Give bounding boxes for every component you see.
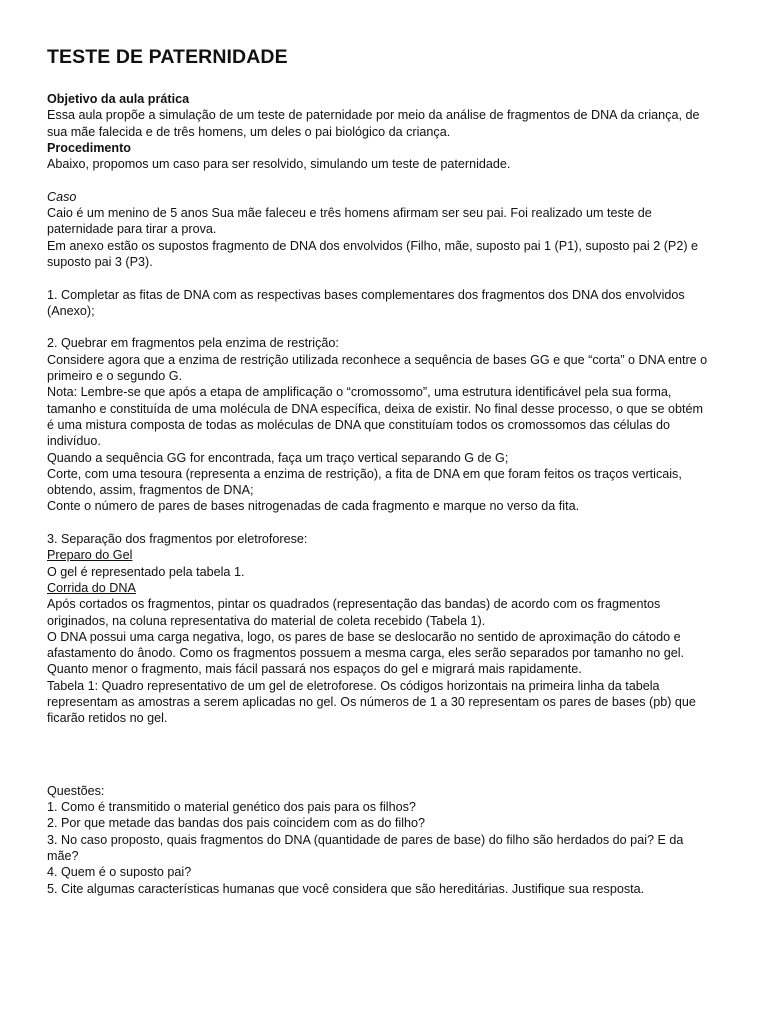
section-step1	[47, 287, 728, 320]
section-step2	[47, 335, 728, 514]
question-item: 5. Cite algumas características humanas que você considera que são hereditárias. Justifique sua resposta.	[47, 881, 645, 896]
procedimento-line: Abaixo, propomos um caso para ser resolvido, simulando um teste de paternidade.	[47, 157, 511, 172]
caso-line: Em anexo estão os supostos fragmento de DNA dos envolvidos (Filho, mãe, suposto pai 1 (P1), suposto pai 2 (P2) e	[47, 238, 699, 253]
corrida-line: afastamento do ânodo. Como os fragmentos possuem a mesma carga, eles serão separados por tamanho no gel.	[47, 646, 685, 661]
question-item: 4. Quem é o suposto pai?	[47, 865, 192, 880]
caso-line: suposto pai 3 (P3).	[47, 254, 153, 269]
procedimento-heading: Procedimento	[47, 140, 131, 155]
step3-heading: 3. Separação dos fragmentos por eletroforese:	[47, 532, 308, 547]
step2-line: é uma mistura composta de todas as moléculas de DNA que constituíam todos os cromossomos das células do	[47, 417, 670, 432]
section-questoes	[47, 783, 728, 897]
section-step3	[47, 531, 728, 727]
question-item: 3. No caso proposto, quais fragmentos do DNA (quantidade de pares de base) do filho são herdados do pai? E da	[47, 832, 684, 847]
step1-line: 1. Completar as fitas de DNA com as respectivas bases complementares dos fragmentos dos DNA dos envolvidos	[47, 287, 685, 302]
questoes-heading: Questões:	[47, 783, 105, 798]
preparo-heading: Preparo do Gel	[47, 548, 133, 563]
step2-line: indivíduo.	[47, 434, 101, 449]
step2-line: primeiro e o segundo G.	[47, 369, 183, 384]
page-title: TESTE DE PATERNIDADE	[47, 46, 288, 68]
corrida-line: Quanto menor o fragmento, mais fácil passará nos espaços do gel e migrará mais rapidamente.	[47, 662, 582, 677]
step2-line: Nota: Lembre-se que após a etapa de amplificação o “cromossomo”, uma estrutura identificável pela sua forma,	[47, 385, 672, 400]
step2-line: Corte, com uma tesoura (representa a enzima de restrição), a fita de DNA em que foram feitos os traços verticais,	[47, 466, 682, 481]
section-procedimento	[47, 140, 728, 173]
step2-line: tamanho e constituída de uma molécula de DNA específica, deixa de existir. No final desse processo, o que se obtém	[47, 401, 703, 416]
objetivo-line: sua mãe falecida e de três homens, um deles o pai biológico da criança.	[47, 124, 451, 139]
question-item: mãe?	[47, 849, 79, 864]
question-item: 2. Por que metade das bandas dos pais coincidem com as do filho?	[47, 816, 426, 831]
corrida-heading: Corrida do DNA	[47, 580, 136, 595]
objetivo-line: Essa aula propõe a simulação de um teste de paternidade por meio da análise de fragmentos de DNA da criança, de	[47, 108, 700, 123]
step2-line: obtendo, assim, fragmentos de DNA;	[47, 483, 254, 498]
objetivo-heading: Objetivo da aula prática	[47, 92, 190, 106]
step2-heading: 2. Quebrar em fragmentos pela enzima de restrição:	[47, 336, 339, 351]
caso-line: Caio é um menino de 5 anos Sua mãe faleceu e três homens afirmam ser seu pai. Foi realizado um teste de	[47, 206, 652, 221]
caso-line: paternidade para tirar a prova.	[47, 222, 217, 237]
question-item: 1. Como é transmitido o material genético dos pais para os filhos?	[47, 800, 416, 815]
step2-line: Quando a sequência GG for encontrada, faça um traço vertical separando G de G;	[47, 450, 509, 465]
step2-line: Conte o número de pares de bases nitrogenadas de cada fragmento e marque no verso da fita.	[47, 499, 580, 514]
corrida-line: Tabela 1: Quadro representativo de um gel de eletroforese. Os códigos horizontais na primeira linha da tabela	[47, 678, 660, 693]
corrida-line: representam as amostras a serem aplicadas no gel. Os números de 1 a 30 representam os pares de bases (pb) que	[47, 694, 696, 709]
step2-line: Considere agora que a enzima de restrição utilizada reconhece a sequência de bases GG e que “corta” o DNA entre o	[47, 352, 708, 367]
section-caso	[47, 189, 728, 270]
corrida-line: O DNA possui uma carga negativa, logo, os pares de base se deslocarão no sentido de aproximação do cátodo e	[47, 629, 681, 644]
step1-line: (Anexo);	[47, 303, 95, 318]
corrida-line: originados, na coluna representativa do material de coleta recebido (Tabela 1).	[47, 613, 486, 628]
corrida-line: Após cortados os fragmentos, pintar os quadrados (representação das bandas) de acordo com os fragmentos	[47, 597, 661, 612]
corrida-line: ficarão retidos no gel.	[47, 711, 168, 726]
preparo-line: O gel é representado pela tabela 1.	[47, 564, 245, 579]
section-objetivo	[47, 91, 728, 140]
caso-heading: Caso	[47, 189, 77, 204]
